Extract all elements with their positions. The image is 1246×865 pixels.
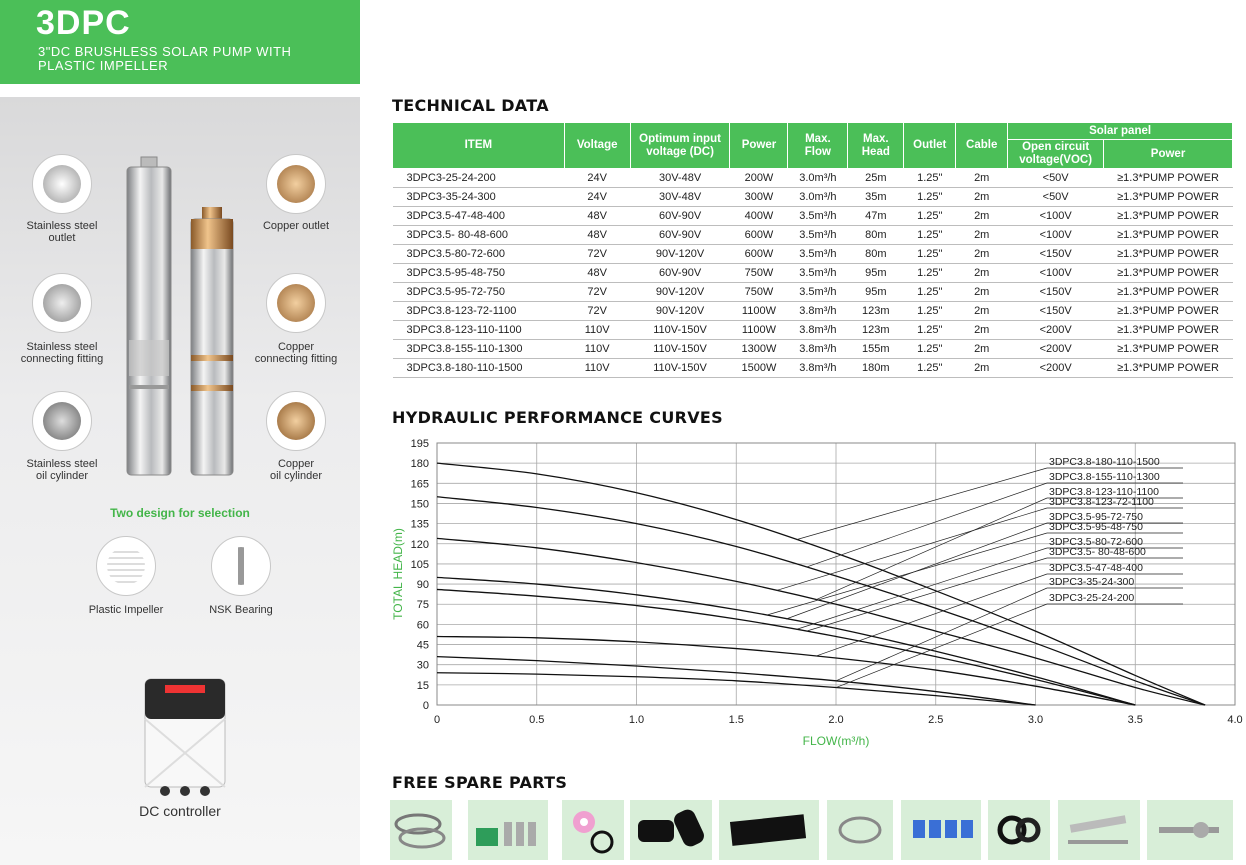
cell-cable: 2m: [956, 302, 1008, 321]
copper-fitting-icon: [266, 273, 326, 333]
part-label-line: Copper outlet: [262, 220, 330, 232]
col-optimum: [630, 123, 730, 169]
series-label: 3DPC3.8-180-110-1500: [1049, 456, 1160, 468]
cell-voltage: 72V: [564, 245, 630, 264]
table-row: [393, 226, 1233, 245]
col-flow: [788, 123, 848, 169]
cell-flow: 3.5m³/h: [788, 264, 848, 283]
pump-image: [115, 155, 250, 480]
col-voc: [1008, 140, 1104, 169]
cell-voc: <150V: [1008, 302, 1104, 321]
y-tick-label: 105: [410, 558, 429, 571]
series-curve: [437, 636, 1135, 705]
cell-outlet: 1.25": [904, 207, 956, 226]
cell-cable: 2m: [956, 264, 1008, 283]
cell-cable: 2m: [956, 226, 1008, 245]
impeller-icon: [96, 536, 156, 596]
technical-table-body: [393, 169, 1233, 378]
part-label-line: connecting fitting: [254, 353, 338, 365]
col-flow-1: Max.: [805, 132, 831, 145]
y-tick-label: 30: [416, 659, 429, 672]
cell-optimum: 90V-120V: [630, 302, 730, 321]
cell-flow: 3.8m³/h: [788, 340, 848, 359]
leader-line: [776, 508, 1047, 591]
y-tick-label: 120: [410, 538, 429, 551]
cell-head: 123m: [848, 321, 904, 340]
cell-item: 3DPC3-25-24-200: [393, 169, 565, 188]
cell-head: 80m: [848, 226, 904, 245]
carabiner-icon: [390, 800, 452, 860]
model-subtitle: [38, 45, 291, 73]
cell-outlet: 1.25": [904, 226, 956, 245]
cell-panel: ≥1.3*PUMP POWER: [1104, 245, 1233, 264]
x-tick-label: 2.5: [928, 714, 944, 726]
cell-optimum: 110V-150V: [630, 359, 730, 378]
col-head-1: Max.: [863, 132, 889, 145]
cell-cable: 2m: [956, 245, 1008, 264]
cell-panel: ≥1.3*PUMP POWER: [1104, 283, 1233, 302]
cell-cable: 2m: [956, 207, 1008, 226]
part-label-line: oil cylinder: [270, 470, 322, 482]
cell-voc: <50V: [1008, 188, 1104, 207]
subtitle-line-2: PLASTIC IMPELLER: [38, 58, 169, 73]
cell-voltage: 24V: [564, 188, 630, 207]
col-panel-power: Power: [1104, 140, 1233, 169]
cell-voc: <100V: [1008, 207, 1104, 226]
x-tick-label: 0.5: [529, 714, 545, 726]
cell-outlet: 1.25": [904, 264, 956, 283]
x-tick-label: 2.0: [828, 714, 844, 726]
table-row: [393, 340, 1233, 359]
cell-item: 3DPC3.8-123-110-1100: [393, 321, 565, 340]
table-row: [393, 302, 1233, 321]
bearing-icon: [211, 536, 271, 596]
part-label-line: oil cylinder: [36, 470, 88, 482]
col-optimum-2: voltage (DC): [646, 145, 714, 158]
cell-outlet: 1.25": [904, 169, 956, 188]
dc-controller-image: [135, 677, 235, 797]
cell-item: 3DPC3.8-180-110-1500: [393, 359, 565, 378]
cell-power: 600W: [730, 245, 788, 264]
cell-item: 3DPC3.5-95-72-750: [393, 283, 565, 302]
col-voc-1: Open circuit: [1022, 141, 1090, 153]
part-label-line: Stainless steel: [26, 341, 98, 353]
ss-outlet-label: [2, 220, 122, 244]
x-tick-label: 0: [433, 714, 441, 726]
dc-controller-label: DC controller: [139, 803, 221, 819]
cell-power: 1100W: [730, 321, 788, 340]
y-tick-label: 165: [410, 478, 429, 491]
leader-line: [796, 548, 1047, 629]
cell-optimum: 90V-120V: [630, 283, 730, 302]
cell-power: 400W: [730, 207, 788, 226]
cell-panel: ≥1.3*PUMP POWER: [1104, 359, 1233, 378]
table-row: [393, 283, 1233, 302]
cell-power: 1300W: [730, 340, 788, 359]
cell-voltage: 110V: [564, 321, 630, 340]
x-axis-label: FLOW(m³/h): [802, 734, 870, 748]
cell-voc: <150V: [1008, 245, 1104, 264]
copper-cylinder-icon: [266, 391, 326, 451]
cell-cable: 2m: [956, 169, 1008, 188]
series-label: 3DPC3.8-155-110-1300: [1049, 471, 1160, 483]
terminal-icon: [901, 800, 981, 860]
cell-voltage: 48V: [564, 264, 630, 283]
hose-clamp-icon: [827, 800, 893, 860]
table-row: [393, 264, 1233, 283]
cell-panel: ≥1.3*PUMP POWER: [1104, 264, 1233, 283]
leader-line: [796, 468, 1047, 540]
cell-head: 25m: [848, 169, 904, 188]
y-tick-label: 150: [410, 498, 429, 511]
cell-optimum: 60V-90V: [630, 264, 730, 283]
cell-voltage: 72V: [564, 283, 630, 302]
y-tick-label: 135: [410, 518, 429, 531]
cell-outlet: 1.25": [904, 245, 956, 264]
col-cable: Cable: [956, 123, 1008, 169]
series-label: 3DPC3.8-123-72-1100: [1049, 496, 1154, 508]
cell-panel: ≥1.3*PUMP POWER: [1104, 188, 1233, 207]
part-label-line: connecting fitting: [20, 353, 104, 365]
col-power: Power: [730, 123, 788, 169]
cell-optimum: 30V-48V: [630, 188, 730, 207]
table-row: [393, 169, 1233, 188]
ss-cylinder-label: [2, 458, 122, 482]
cell-flow: 3.0m³/h: [788, 188, 848, 207]
cell-flow: 3.5m³/h: [788, 245, 848, 264]
technical-title: TECHNICAL DATA: [392, 96, 549, 115]
copper-outlet-icon: [266, 154, 326, 214]
cell-head: 80m: [848, 245, 904, 264]
table-row: [393, 359, 1233, 378]
cell-optimum: 90V-120V: [630, 245, 730, 264]
ss-cylinder-icon: [32, 391, 92, 451]
col-head-2: Head: [861, 145, 890, 158]
x-tick-label: 1.0: [628, 714, 645, 726]
cell-panel: ≥1.3*PUMP POWER: [1104, 340, 1233, 359]
cell-voltage: 72V: [564, 302, 630, 321]
cell-cable: 2m: [956, 188, 1008, 207]
series-label: 3DPC3.5-95-48-750: [1049, 521, 1143, 533]
cell-optimum: 60V-90V: [630, 226, 730, 245]
col-head: [848, 123, 904, 169]
col-optimum-1: Optimum input: [639, 132, 721, 145]
col-flow-2: Flow: [804, 145, 831, 158]
performance-chart: [380, 435, 1246, 750]
y-tick-label: 15: [416, 679, 429, 692]
technical-table: [392, 122, 1233, 378]
impeller-label: Plastic Impeller: [88, 604, 164, 616]
cell-power: 750W: [730, 283, 788, 302]
bracket-icon: [1058, 800, 1140, 860]
ss-fitting-icon: [32, 273, 92, 333]
series-curve: [437, 589, 1135, 705]
y-tick-label: 75: [416, 599, 429, 612]
cell-voltage: 24V: [564, 169, 630, 188]
cell-voc: <200V: [1008, 359, 1104, 378]
cell-voc: <200V: [1008, 321, 1104, 340]
cell-head: 35m: [848, 188, 904, 207]
cell-item: 3DPC3.5-47-48-400: [393, 207, 565, 226]
cell-voc: <100V: [1008, 226, 1104, 245]
cell-head: 180m: [848, 359, 904, 378]
cell-outlet: 1.25": [904, 188, 956, 207]
cell-optimum: 110V-150V: [630, 340, 730, 359]
shrink-sleeve-icon: [719, 800, 819, 860]
product-image-panel: [0, 97, 360, 865]
spare-title: FREE SPARE PARTS: [392, 773, 568, 792]
col-solar: Solar panel: [1008, 123, 1233, 140]
cell-panel: ≥1.3*PUMP POWER: [1104, 207, 1233, 226]
series-label: 3DPC3.5-80-72-600: [1049, 536, 1143, 548]
cell-item: 3DPC3.8-155-110-1300: [393, 340, 565, 359]
model-title: 3DPC: [36, 4, 131, 42]
ss-outlet-icon: [32, 154, 92, 214]
cell-panel: ≥1.3*PUMP POWER: [1104, 226, 1233, 245]
copper-cylinder-label: [236, 458, 356, 482]
series-label: 3DPC3.5- 80-48-600: [1049, 546, 1146, 558]
performance-chart-svg: [380, 435, 1246, 750]
cell-power: 1500W: [730, 359, 788, 378]
series-label: 3DPC3-25-24-200: [1049, 592, 1135, 604]
cell-cable: 2m: [956, 340, 1008, 359]
ss-fitting-label: [2, 341, 122, 365]
cell-cable: 2m: [956, 359, 1008, 378]
subtitle-line-1: 3"DC BRUSHLESS SOLAR PUMP WITH: [38, 44, 292, 59]
cell-cable: 2m: [956, 283, 1008, 302]
part-label-line: Stainless steel: [26, 220, 98, 232]
x-tick-label: 1.5: [728, 714, 744, 726]
cell-optimum: 110V-150V: [630, 321, 730, 340]
cell-voltage: 110V: [564, 340, 630, 359]
table-row: [393, 245, 1233, 264]
series-label: 3DPC3.5-47-48-400: [1049, 562, 1143, 574]
cell-item: 3DPC3.5- 80-48-600: [393, 226, 565, 245]
col-item: ITEM: [393, 123, 565, 169]
part-label-line: Stainless steel: [26, 458, 98, 470]
part-label-line: Copper: [277, 341, 315, 353]
cell-item: 3DPC3.8-123-72-1100: [393, 302, 565, 321]
cell-voc: <100V: [1008, 264, 1104, 283]
cell-panel: ≥1.3*PUMP POWER: [1104, 169, 1233, 188]
col-outlet: Outlet: [904, 123, 956, 169]
y-axis-label: TOTAL HEAD(m): [391, 528, 405, 620]
part-label-line: outlet: [48, 232, 76, 244]
cell-power: 200W: [730, 169, 788, 188]
x-tick-label: 3.0: [1027, 714, 1044, 726]
hydraulic-title: HYDRAULIC PERFORMANCE CURVES: [392, 408, 723, 427]
cell-power: 1100W: [730, 302, 788, 321]
bearing-label: NSK Bearing: [209, 604, 273, 616]
x-tick-label: 3.5: [1127, 714, 1143, 726]
cell-outlet: 1.25": [904, 340, 956, 359]
copper-outlet-label: [236, 220, 356, 232]
y-tick-label: 180: [410, 458, 429, 471]
cell-flow: 3.5m³/h: [788, 226, 848, 245]
cell-voltage: 48V: [564, 207, 630, 226]
cable-joint-icon: [630, 800, 712, 860]
cell-outlet: 1.25": [904, 321, 956, 340]
cell-item: 3DPC3.5-80-72-600: [393, 245, 565, 264]
y-tick-label: 90: [416, 579, 429, 592]
cell-flow: 3.5m³/h: [788, 207, 848, 226]
fuse-bolt-icon: [468, 800, 548, 860]
col-voc-2: voltage(VOC): [1019, 154, 1093, 166]
cell-outlet: 1.25": [904, 283, 956, 302]
copper-fitting-label: [236, 341, 356, 365]
cell-power: 300W: [730, 188, 788, 207]
cell-flow: 3.8m³/h: [788, 302, 848, 321]
leader-line: [816, 574, 1047, 656]
cell-power: 750W: [730, 264, 788, 283]
cell-power: 600W: [730, 226, 788, 245]
cell-voc: <150V: [1008, 283, 1104, 302]
cell-flow: 3.8m³/h: [788, 321, 848, 340]
cell-flow: 3.5m³/h: [788, 283, 848, 302]
cell-panel: ≥1.3*PUMP POWER: [1104, 302, 1233, 321]
series-label: 3DPC3-35-24-300: [1049, 576, 1135, 588]
cell-optimum: 60V-90V: [630, 207, 730, 226]
table-row: [393, 321, 1233, 340]
table-row: [393, 188, 1233, 207]
series-label: 3DPC3.8-123-110-1100: [1049, 486, 1159, 498]
cell-head: 47m: [848, 207, 904, 226]
cell-flow: 3.8m³/h: [788, 359, 848, 378]
cell-head: 95m: [848, 264, 904, 283]
cell-cable: 2m: [956, 321, 1008, 340]
cell-flow: 3.0m³/h: [788, 169, 848, 188]
seal-ring-icon: [988, 800, 1050, 860]
y-tick-label: 0: [422, 700, 429, 712]
cell-voltage: 48V: [564, 226, 630, 245]
col-voltage: Voltage: [564, 123, 630, 169]
x-tick-label: 4.0: [1227, 714, 1243, 726]
series-label: 3DPC3.5-95-72-750: [1049, 511, 1143, 523]
cell-head: 155m: [848, 340, 904, 359]
cell-head: 95m: [848, 283, 904, 302]
leader-line: [766, 533, 1047, 615]
y-tick-label: 45: [416, 639, 429, 652]
cell-optimum: 30V-48V: [630, 169, 730, 188]
y-tick-label: 195: [410, 438, 429, 450]
table-row: [393, 207, 1233, 226]
cell-head: 123m: [848, 302, 904, 321]
leader-line: [836, 588, 1047, 681]
leader-line: [806, 483, 1047, 567]
cell-voc: <50V: [1008, 169, 1104, 188]
product-header: [0, 0, 360, 84]
two-design-label: Two design for selection: [110, 506, 250, 520]
y-tick-label: 60: [416, 619, 429, 632]
cell-item: 3DPC3-35-24-300: [393, 188, 565, 207]
cell-panel: ≥1.3*PUMP POWER: [1104, 321, 1233, 340]
cell-item: 3DPC3.5-95-48-750: [393, 264, 565, 283]
tape-oring-icon: [562, 800, 624, 860]
shaft-icon: [1147, 800, 1233, 860]
cell-voc: <200V: [1008, 340, 1104, 359]
part-label-line: Copper: [277, 458, 315, 470]
cell-voltage: 110V: [564, 359, 630, 378]
cell-outlet: 1.25": [904, 302, 956, 321]
cell-outlet: 1.25": [904, 359, 956, 378]
